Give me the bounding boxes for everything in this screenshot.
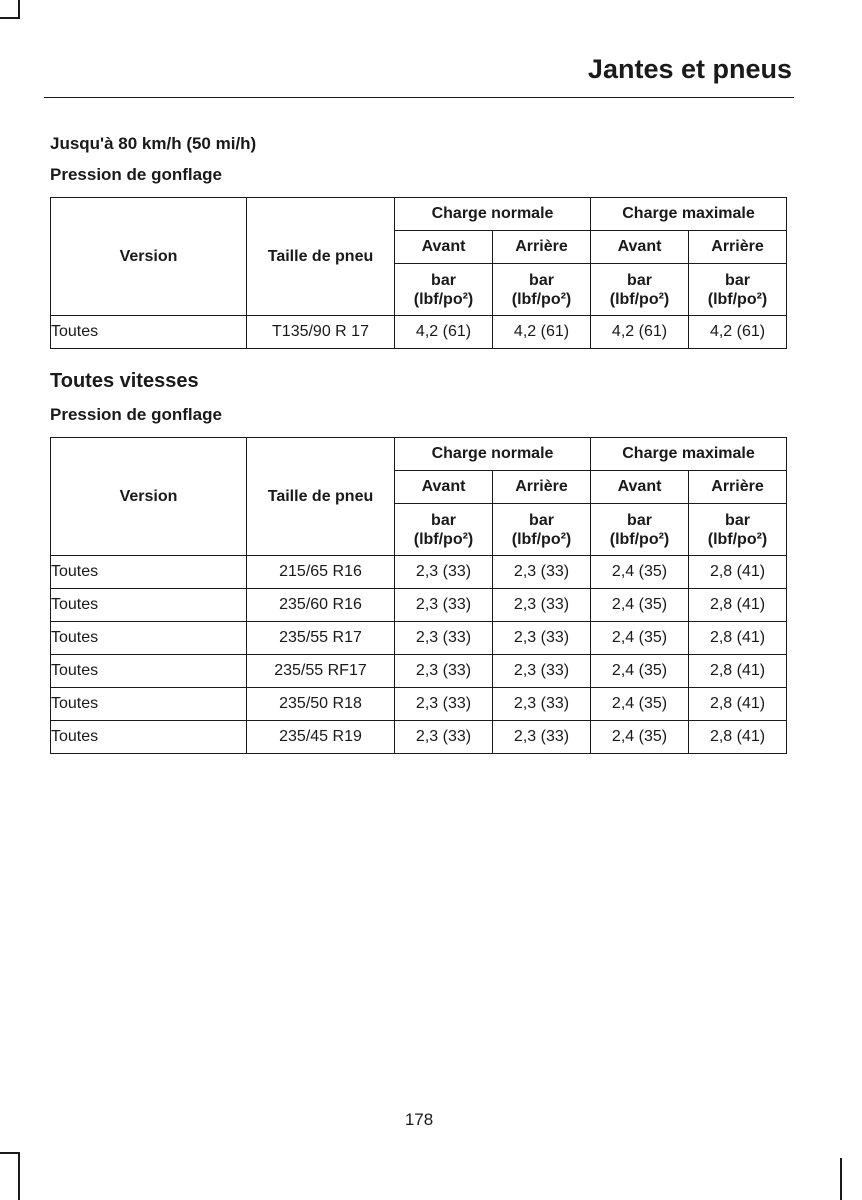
crop-mark-top-left-h <box>0 17 20 19</box>
page-title: Jantes et pneus <box>587 54 792 84</box>
cell-pressure: 2,3 (33) <box>493 589 591 622</box>
unit-psi: (lbf/po²) <box>413 530 474 548</box>
cell-pressure: 2,4 (35) <box>591 589 689 622</box>
cell-pressure: 2,3 (33) <box>493 622 591 655</box>
cell-pressure: 2,3 (33) <box>493 721 591 754</box>
cell-pressure: 2,3 (33) <box>395 655 493 688</box>
unit-psi: (lbf/po²) <box>707 530 768 548</box>
cell-tire-size: 235/45 R19 <box>247 721 395 754</box>
unit-bar: bar <box>725 271 750 289</box>
cell-version: Toutes <box>51 589 247 622</box>
cell-pressure: 2,8 (41) <box>689 721 787 754</box>
table-row <box>51 688 787 721</box>
cell-pressure: 2,4 (35) <box>591 688 689 721</box>
unit-psi: (lbf/po²) <box>511 530 572 548</box>
cell-version: Toutes <box>51 556 247 589</box>
cell-tire-size: 215/65 R16 <box>247 556 395 589</box>
header-rear: Arrière <box>493 471 591 504</box>
header-tire-size: Taille de pneu <box>247 198 395 316</box>
header-rear: Arrière <box>689 231 787 264</box>
cell-pressure: 2,4 (35) <box>591 655 689 688</box>
cell-version: Toutes <box>51 688 247 721</box>
table-row <box>51 316 787 349</box>
cell-pressure: 2,3 (33) <box>493 556 591 589</box>
header-row <box>51 198 787 231</box>
unit-psi: (lbf/po²) <box>609 290 670 308</box>
header-load-max: Charge maximale <box>591 438 787 471</box>
cell-tire-size: 235/50 R18 <box>247 688 395 721</box>
cell-pressure: 4,2 (61) <box>591 316 689 349</box>
header-load-normal: Charge normale <box>395 198 591 231</box>
unit-bar: bar <box>725 511 750 529</box>
header-version: Version <box>51 438 247 556</box>
cell-version: Toutes <box>51 622 247 655</box>
header-load-normal: Charge normale <box>395 438 591 471</box>
cell-pressure: 2,4 (35) <box>591 622 689 655</box>
table-row <box>51 622 787 655</box>
header-tire-size: Taille de pneu <box>247 438 395 556</box>
header-rear: Arrière <box>689 471 787 504</box>
section-heading: Toutes vitesses <box>50 370 199 392</box>
table-row <box>51 655 787 688</box>
unit-bar: bar <box>529 511 554 529</box>
header-row <box>51 438 787 471</box>
table-row <box>51 556 787 589</box>
table-title: Pression de gonflage <box>50 405 222 424</box>
cell-pressure: 2,3 (33) <box>395 556 493 589</box>
cell-pressure: 2,8 (41) <box>689 688 787 721</box>
header-front: Avant <box>395 231 493 264</box>
crop-mark-bottom-right <box>840 1158 842 1200</box>
cell-pressure: 2,3 (33) <box>395 589 493 622</box>
unit-psi: (lbf/po²) <box>511 290 572 308</box>
unit-psi: (lbf/po²) <box>609 530 670 548</box>
tire-pressure-table-all-speeds <box>50 437 787 754</box>
header-load-max: Charge maximale <box>591 198 787 231</box>
cell-pressure: 4,2 (61) <box>689 316 787 349</box>
cell-pressure: 2,8 (41) <box>689 589 787 622</box>
header-unit <box>493 264 591 316</box>
cell-version: Toutes <box>51 721 247 754</box>
header-front: Avant <box>591 231 689 264</box>
unit-bar: bar <box>627 511 652 529</box>
cell-tire-size: T135/90 R 17 <box>247 316 395 349</box>
cell-pressure: 2,4 (35) <box>591 556 689 589</box>
crop-mark-top-left <box>18 0 20 17</box>
page-number: 178 <box>404 1110 434 1129</box>
unit-bar: bar <box>431 271 456 289</box>
title-divider <box>44 97 794 98</box>
cell-pressure: 2,8 (41) <box>689 655 787 688</box>
header-rear: Arrière <box>493 231 591 264</box>
crop-mark-bottom-left-h <box>0 1152 20 1154</box>
unit-bar: bar <box>529 271 554 289</box>
crop-mark-bottom-left <box>18 1152 20 1200</box>
table-row <box>51 721 787 754</box>
header-front: Avant <box>591 471 689 504</box>
unit-bar: bar <box>627 271 652 289</box>
cell-pressure: 2,8 (41) <box>689 622 787 655</box>
header-unit <box>395 264 493 316</box>
cell-pressure: 2,3 (33) <box>395 688 493 721</box>
header-unit <box>493 504 591 556</box>
cell-tire-size: 235/60 R16 <box>247 589 395 622</box>
cell-version: Toutes <box>51 655 247 688</box>
cell-version: Toutes <box>51 316 247 349</box>
cell-pressure: 4,2 (61) <box>395 316 493 349</box>
header-unit <box>591 264 689 316</box>
cell-pressure: 4,2 (61) <box>493 316 591 349</box>
header-front: Avant <box>395 471 493 504</box>
table-row <box>51 589 787 622</box>
header-unit <box>591 504 689 556</box>
cell-tire-size: 235/55 RF17 <box>247 655 395 688</box>
cell-pressure: 2,3 (33) <box>493 688 591 721</box>
table-title: Pression de gonflage <box>50 165 222 184</box>
cell-pressure: 2,3 (33) <box>493 655 591 688</box>
cell-pressure: 2,4 (35) <box>591 721 689 754</box>
unit-bar: bar <box>431 511 456 529</box>
tire-pressure-table-80kmh <box>50 197 787 349</box>
cell-pressure: 2,3 (33) <box>395 622 493 655</box>
header-unit <box>689 264 787 316</box>
cell-pressure: 2,3 (33) <box>395 721 493 754</box>
header-unit <box>689 504 787 556</box>
cell-tire-size: 235/55 R17 <box>247 622 395 655</box>
cell-pressure: 2,8 (41) <box>689 556 787 589</box>
unit-psi: (lbf/po²) <box>413 290 474 308</box>
header-unit <box>395 504 493 556</box>
unit-psi: (lbf/po²) <box>707 290 768 308</box>
section-subtitle: Jusqu'à 80 km/h (50 mi/h) <box>50 134 257 153</box>
header-version: Version <box>51 198 247 316</box>
